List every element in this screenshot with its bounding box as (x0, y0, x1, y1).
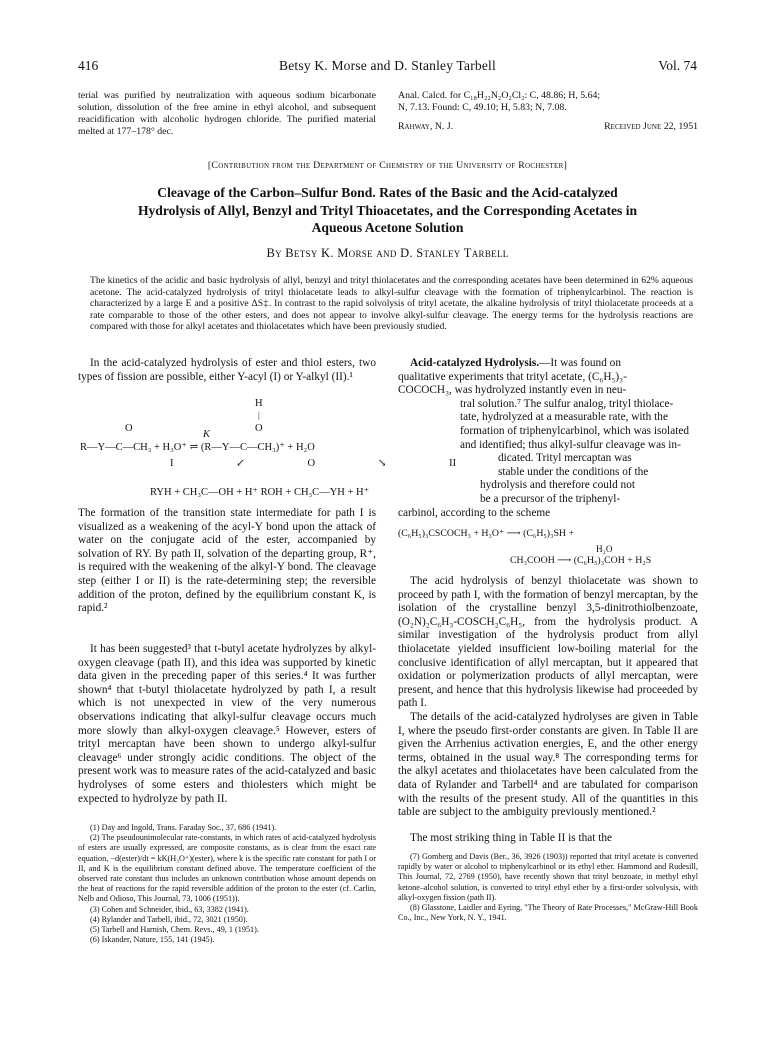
previous-article-text: terial was purified by neutralization with aqueous sodium bicarbonate solution, dissolution of the free amine in ethyl alcohol, and subsequent reacidification with alcoholic hydrogen chloride. The purified material melted at 177–178° dec. (78, 90, 376, 137)
right-p1-line-0: Acid-catalyzed Hydrolysis.—It was found on (410, 357, 621, 369)
eq1-oxygen-left: O (125, 423, 133, 434)
footnote-8: (8) Glasstone, Laidler and Eyring, "The Theory of Rate Processes," McGraw-Hill Book Co., Inc., New York, N. Y., 1941. (398, 903, 698, 923)
footnote-5: (5) Tarbell and Harnish, Chem. Revs., 49, 1 (1951). (90, 925, 259, 935)
right-p1-line-7: dicated. Trityl mercaptan was (498, 452, 632, 465)
running-header (78, 58, 697, 76)
title-line-1: Cleavage of the Carbon–Sulfur Bond. Rates of the Basic and the Acid-catalyzed (157, 185, 618, 200)
header-authors: Betsy K. Morse and D. Stanley Tarbell (279, 58, 496, 73)
footnote-2: (2) The pseudounimolecular rate-constants, in which rates of acid-catalyzed hydrolysis of esters are usually expressed, are composite constants, as is clear from the exact rate equation, −d(ester)/dt = kK(H₃O⁺)(ester), where k is the specific rate constant for path I or II, and K is the equilibrium constant defined above. The temperature coefficient of the observed rate constant thus includes an unknown contribution whose amount depends on the heat of reactions for the rapid reversible addition of the proton to the ester (cf. Carlin, Nelb and Odioso, This Journal, 73, 1006 (1951)). (78, 833, 376, 904)
trityl-scheme-h2o: H₂O (596, 544, 613, 554)
footnote-6: (6) Iskander, Nature, 155, 141 (1945). (90, 935, 215, 945)
left-paragraph-2: It has been suggested³ that t-butyl acetate hydrolyzes by alkyl-oxygen cleavage (path II), and this idea was supported by kinetic data given in the preceding paper of this series.⁴ It was further shown⁴ that t-butyl thiolacetate hydrolyzed by path I, a result which is not unexpected in view of the very numerous observations indicating that alkyl-sulfur cleavage occurs much more slowly than alkyl-oxygen cleavage.⁵ However, esters of trityl mercaptan have been shown to undergo alkyl-sulfur cleavage⁶ under strongly acidic conditions. The object of the present work was to measure rates of the acid-catalyzed and basic hydrolyses of some esters and thiolesters which might be expected to hydrolyze by path II. (78, 643, 376, 805)
right-p1-line-2: COCOCH₃, was hydrolyzed instantly even in neu- (398, 384, 627, 397)
right-paragraph-1 (398, 357, 698, 520)
previous-article-analysis (398, 90, 698, 133)
footnote-3: (3) Cohen and Schneider, ibid., 63, 3382 (1941). (90, 904, 249, 914)
eq1-products: RYH + CH₃C—OH + H⁺ ROH + CH₃C—YH + H⁺ (150, 487, 370, 498)
article-title (78, 184, 697, 237)
left-paragraph-1: The formation of the transition state intermediate for path I is visualized as a weakening of the acyl-Y bond upon the attack of water on the conjugate acid of the ester, accompanied by solvation of RY. By path II, solvation of the departing group, R⁺, is required with the weakening of the alkyl-Y bond. The cleavage step (either I or II) is the rate-determining step; the reversible addition of the proton, defined by the equilibrium constant K, is rapid.² (78, 507, 376, 615)
page-number: 416 (78, 58, 99, 73)
abstract: The kinetics of the acidic and basic hydrolysis of allyl, benzyl and trityl thiolacetates and the corresponding acetates have been determined in 62% aqueous acetone. The acid-catalyzed hydrolysis of trityl thiolacetate leads to alkyl-sulfur cleavage with the formation of triphenylcarbinol. The reaction is characterized by a large E and a positive ΔS‡. In contrast to the rapid solvolysis of trityl acetate, the alkaline hydrolysis of trityl thiolacetate proceeds at a rate comparable to those of the other esters, and does not appear to involve alkyl-sulfur cleavage. The energy terms for the hydrolysis reactions are compared with those for alkyl acetates and thiolacetates which have been previously studied. (90, 275, 693, 333)
right-paragraph-4: The most striking thing in Table II is that the (410, 832, 613, 844)
footnote-1: (1) Day and Ingold, Trans. Faraday Soc., 37, 686 (1941). (90, 823, 277, 832)
footnote-7: (7) Gomberg and Davis (Ber., 36, 3926 (1903)) reported that trityl acetate is converted rapidly by water or alcohol to triphenylcarbinol or its ethyl ether. Hammond and Rudesill, This Journal, 72, 2769 (1950), have recently shown that trityl benzoate, in methyl ethyl ketone–alcohol solution, is converted to trityl ethyl ether by a first-order solvolysis, with alkyl-oxygen fission (path II). (398, 852, 698, 902)
title-line-3: Aqueous Acetone Solution (311, 220, 464, 235)
eq1-oxygen-right: O (255, 423, 263, 434)
left-intro-paragraph: In the acid-catalyzed hydrolysis of ester and thiol esters, two types of fission are possible, either Y-acyl (I) or Y-alkyl (II).¹ (78, 357, 376, 383)
received-date: Received June 22, 1951 (604, 121, 698, 132)
right-paragraph-3: The details of the acid-catalyzed hydrolyses are given in Table I, where the pseudo first-order constants are given. In Table II are given the Arrhenius activation energies, E, and the other energy terms, obtained in the usual way.⁸ The corresponding terms for the alkyl acetates and thiolacetates have been calculated from the data of Rylander and Tarbell⁴ and are tabulated for comparison with the results of the present study. All of the quantities in this table are subject to the ambiguity previously mentioned.² (398, 711, 698, 819)
eq1-main: R—Y—C—CH₃ + H₃O⁺ ⇌ (R—Y—C—CH₃)⁺ + H₂O (80, 442, 315, 453)
eq1-bond-mark: | (258, 410, 260, 420)
section-heading-acid-catalyzed: Acid-catalyzed Hydrolysis. (410, 357, 540, 369)
right-p1-line-9: hydrolysis and therefore could not (480, 479, 635, 492)
right-p1-line-4: tate, hydrolyzed at a measurable rate, with the (460, 411, 668, 424)
volume-number: Vol. 74 (658, 58, 697, 73)
contribution-line: [Contribution from the Department of Chemistry of the University of Rochester] (207, 160, 568, 171)
right-p1-line-11: carbinol, according to the scheme (398, 506, 551, 519)
right-p1-line-3: tral solution.⁷ The sulfur analog, trityl thiolace- (460, 397, 674, 410)
location-line (398, 121, 698, 133)
left-footnotes (78, 823, 376, 945)
right-p1-line-5: formation of triphenylcarbinol, which was isolated (460, 424, 690, 437)
trityl-scheme-line-1: (C₆H₅)₃CSCOCH₃ + H₃O⁺ ⟶ (C₆H₅)₃SH + (398, 528, 574, 539)
right-p1-line-10: be a precursor of the triphenyl- (480, 492, 621, 505)
title-line-2: Hydrolysis of Allyl, Benzyl and Trityl Thioacetates, and the Corresponding Acetates in (137, 202, 638, 218)
right-p1-line-8: stable under the conditions of the (498, 465, 649, 478)
eq1-k-label: K (203, 429, 211, 440)
right-paragraph-2: The acid hydrolysis of benzyl thiolacetate was shown to proceed by path I, with the formation of benzyl mercaptan, by the isolation of the crystalline benzyl 3,5-dinitrothiolbenzoate, (O₂N)₂C₆H₃-COSCH₂C₆H₅, from the hydrolysis product. A similar investigation of the hydrolysis product from allyl thiolacetate yielded insufficient low-boiling material for the conclusive identification of allyl mercaptan, but it appeared that oxidation or polymerization products of allyl mercaptan, were present, and hence that this hydrolysis likewise had proceeded by path I. (398, 575, 698, 710)
right-p1-line-6: and identified; thus alkyl-sulfur cleavage was in- (460, 438, 681, 451)
right-p1-line-1: qualitative experiments that trityl acetate, (C₆H₅)₃- (398, 370, 627, 383)
right-footnotes (398, 852, 698, 923)
eq1-hydrogen: H (255, 398, 263, 409)
eq1-path-labels: I ↙ O ↘ II (170, 458, 457, 469)
trityl-scheme-line-2: CH₃COOH ⟶ (C₆H₅)₃COH + H₂S (510, 555, 652, 566)
analysis-line-2: N, 7.13. Found: C, 49.10; H, 5.83; N, 7.08. (398, 102, 567, 113)
byline: By Betsy K. Morse and D. Stanley Tarbell (266, 246, 509, 260)
location: Rahway, N. J. (398, 121, 454, 132)
analysis-line-1: Anal. Calcd. for C₁₈H₂₂N₂O₂Cl₂: C, 48.86; H, 5.64; (398, 90, 601, 101)
footnote-4: (4) Rylander and Tarbell, ibid., 72, 3021 (1950). (90, 914, 248, 924)
